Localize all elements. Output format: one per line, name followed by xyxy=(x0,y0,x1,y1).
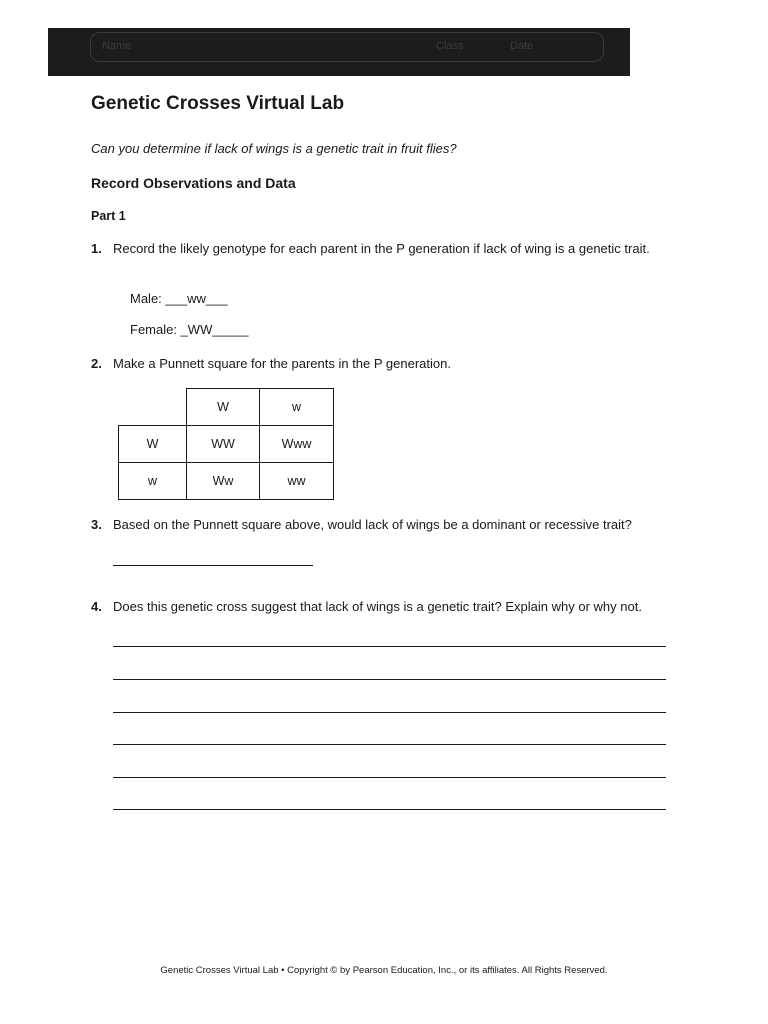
item-text: Make a Punnett square for the parents in the P generation. xyxy=(113,356,451,371)
item-number: 4. xyxy=(91,599,102,614)
question-item-4 xyxy=(91,598,681,615)
punnett-square xyxy=(118,388,334,500)
item-number: 3. xyxy=(91,517,102,532)
punnett-cell: ww xyxy=(260,463,334,500)
item-number: 2. xyxy=(91,356,102,371)
answer-blank-line xyxy=(113,744,666,745)
question-item-2 xyxy=(91,355,681,372)
page-title: Genetic Crosses Virtual Lab xyxy=(91,93,345,114)
punnett-header-allele: w xyxy=(260,389,334,426)
punnett-header-allele: W xyxy=(187,389,260,426)
answer-blank-line xyxy=(113,679,666,680)
answer-blank-line xyxy=(113,777,666,778)
female-genotype-answer: Female: _WW_____ xyxy=(130,322,249,337)
item-text: Record the likely genotype for each parent in the P generation if lack of wing is a genetic trait. xyxy=(113,241,650,256)
punnett-cell: Www xyxy=(260,426,334,463)
punnett-cell: Ww xyxy=(187,463,260,500)
punnett-cell: WW xyxy=(187,426,260,463)
question-item-1 xyxy=(91,240,681,257)
date-label: Date xyxy=(510,40,534,52)
male-genotype-answer: Male: ___ww___ xyxy=(130,291,228,306)
item-number: 1. xyxy=(91,241,102,256)
copyright-footer: Genetic Crosses Virtual Lab • Copyright © by Pearson Education, Inc., or its affiliates. All Rights Reserved. xyxy=(160,965,608,976)
class-label: Class xyxy=(436,40,464,52)
lab-question: Can you determine if lack of wings is a genetic trait in fruit flies? xyxy=(91,141,457,156)
punnett-row-allele: W xyxy=(119,426,187,463)
answer-blank-line xyxy=(113,712,666,713)
punnett-row-allele: w xyxy=(119,463,187,500)
name-label: Name xyxy=(102,40,132,52)
answer-blank-line xyxy=(113,809,666,810)
answer-blank-line xyxy=(113,646,666,647)
part-heading: Part 1 xyxy=(91,209,126,223)
header-bar xyxy=(48,28,630,76)
punnett-corner xyxy=(119,389,187,426)
section-heading: Record Observations and Data xyxy=(91,175,296,191)
item-text: Based on the Punnett square above, would lack of wings be a dominant or recessive trait? xyxy=(113,517,632,532)
answer-blank-line xyxy=(113,565,313,566)
item-text: Does this genetic cross suggest that lack of wings is a genetic trait? Explain why or why not. xyxy=(113,599,642,614)
question-item-3 xyxy=(91,516,681,533)
